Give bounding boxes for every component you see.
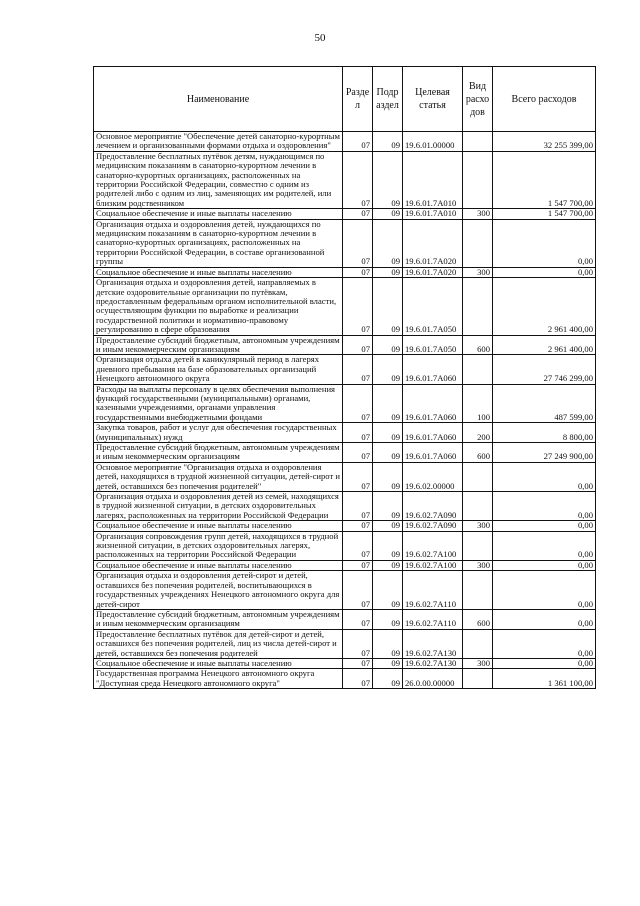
row-total: 27 746 299,00 xyxy=(493,355,596,384)
row-razdel: 07 xyxy=(343,669,373,689)
row-target-article: 19.6.01.7А010 xyxy=(403,151,463,208)
row-expense-type xyxy=(463,571,493,610)
row-total: 1 547 700,00 xyxy=(493,151,596,208)
row-target-article: 19.6.02.7А090 xyxy=(403,492,463,521)
row-total: 0,00 xyxy=(493,609,596,629)
table-row xyxy=(94,443,596,463)
table-row xyxy=(94,669,596,689)
row-total: 0,00 xyxy=(493,492,596,521)
row-podrazdel: 09 xyxy=(373,151,403,208)
row-total: 0,00 xyxy=(493,560,596,570)
row-total: 2 961 400,00 xyxy=(493,335,596,355)
row-razdel: 07 xyxy=(343,658,373,668)
header-target-article: Целевая статья xyxy=(403,67,463,132)
row-name: Предоставление субсидий бюджетным, автономным учреждениям и иным некоммерческим организациям xyxy=(94,609,343,629)
row-target-article: 19.6.02.7А100 xyxy=(403,531,463,560)
row-podrazdel: 09 xyxy=(373,267,403,277)
row-target-article: 26.0.00.00000 xyxy=(403,669,463,689)
row-expense-type xyxy=(463,278,493,335)
row-total: 0,00 xyxy=(493,658,596,668)
row-target-article: 19.6.02.7А100 xyxy=(403,560,463,570)
row-name: Закупка товаров, работ и услуг для обеспечения государственных (муниципальных) нужд xyxy=(94,423,343,443)
row-name: Предоставление субсидий бюджетным, автономным учреждениям и иным некоммерческим организациям xyxy=(94,335,343,355)
budget-table xyxy=(93,66,596,689)
row-name: Социальное обеспечение и иные выплаты населению xyxy=(94,267,343,277)
header-total: Всего расходов xyxy=(493,67,596,132)
row-razdel: 07 xyxy=(343,267,373,277)
row-razdel: 07 xyxy=(343,531,373,560)
table-row xyxy=(94,462,596,491)
row-expense-type xyxy=(463,355,493,384)
row-podrazdel: 09 xyxy=(373,335,403,355)
table-row xyxy=(94,209,596,219)
row-total: 0,00 xyxy=(493,219,596,267)
row-expense-type xyxy=(463,462,493,491)
row-podrazdel: 09 xyxy=(373,462,403,491)
row-target-article: 19.6.01.00000 xyxy=(403,132,463,152)
row-expense-type: 300 xyxy=(463,658,493,668)
row-total: 2 961 400,00 xyxy=(493,278,596,335)
row-expense-type: 200 xyxy=(463,423,493,443)
table-row xyxy=(94,531,596,560)
table-row xyxy=(94,492,596,521)
row-razdel: 07 xyxy=(343,132,373,152)
row-podrazdel: 09 xyxy=(373,629,403,658)
row-name: Организация отдыха и оздоровления детей-сирот и детей, оставшихся без попечения родителей, воспитывающихся в государственных учреждениях Ненецкого автономного округа для детей-сирот xyxy=(94,571,343,610)
row-podrazdel: 09 xyxy=(373,609,403,629)
table-body xyxy=(94,132,596,689)
row-total: 487 599,00 xyxy=(493,384,596,423)
row-expense-type: 300 xyxy=(463,521,493,531)
row-expense-type: 300 xyxy=(463,560,493,570)
table-row xyxy=(94,423,596,443)
row-name: Социальное обеспечение и иные выплаты населению xyxy=(94,560,343,570)
row-expense-type: 300 xyxy=(463,267,493,277)
row-razdel: 07 xyxy=(343,571,373,610)
row-target-article: 19.6.01.7А020 xyxy=(403,267,463,277)
row-expense-type: 600 xyxy=(463,443,493,463)
header-podrazdel: Подр аздел xyxy=(373,67,403,132)
row-expense-type: 100 xyxy=(463,384,493,423)
row-name: Предоставление бесплатных путёвок для детей-сирот и детей, оставшихся без попечения родителей, лиц из числа детей-сирот и детей, оставшихся без попечения родителей xyxy=(94,629,343,658)
row-podrazdel: 09 xyxy=(373,560,403,570)
row-podrazdel: 09 xyxy=(373,209,403,219)
row-total: 0,00 xyxy=(493,267,596,277)
row-name: Предоставление бесплатных путёвок детям, нуждающимся по медицинским показаниям в санаторно-курортном лечении в санаторно-курортных организациях, расположенных на территории Российской Федерации, совместно с одним из родителей либо с одним из лиц, заменяющих им родителей, или близким родственником xyxy=(94,151,343,208)
row-name: Расходы на выплаты персоналу в целях обеспечения выполнения функций государственными (муниципальными) органами, казенными учреждениями, органами управления государственными внебюджетными фондами xyxy=(94,384,343,423)
row-target-article: 19.6.01.7А050 xyxy=(403,278,463,335)
row-razdel: 07 xyxy=(343,609,373,629)
row-expense-type xyxy=(463,151,493,208)
page-number: 50 xyxy=(314,32,326,44)
table-row xyxy=(94,658,596,668)
row-target-article: 19.6.02.7А110 xyxy=(403,571,463,610)
row-podrazdel: 09 xyxy=(373,132,403,152)
row-podrazdel: 09 xyxy=(373,423,403,443)
row-target-article: 19.6.01.7А060 xyxy=(403,384,463,423)
row-total: 0,00 xyxy=(493,531,596,560)
row-podrazdel: 09 xyxy=(373,658,403,668)
row-total: 0,00 xyxy=(493,571,596,610)
row-target-article: 19.6.02.00000 xyxy=(403,462,463,491)
row-name: Социальное обеспечение и иные выплаты населению xyxy=(94,658,343,668)
row-expense-type xyxy=(463,669,493,689)
row-podrazdel: 09 xyxy=(373,278,403,335)
row-razdel: 07 xyxy=(343,384,373,423)
row-razdel: 07 xyxy=(343,462,373,491)
row-total: 32 255 399,00 xyxy=(493,132,596,152)
row-razdel: 07 xyxy=(343,151,373,208)
row-name: Основное мероприятие "Обеспечение детей санаторно-курортным лечением и организованными формами отдыха и оздоровления" xyxy=(94,132,343,152)
row-total: 27 249 900,00 xyxy=(493,443,596,463)
row-podrazdel: 09 xyxy=(373,669,403,689)
table-row xyxy=(94,571,596,610)
row-name: Организация отдыха и оздоровления детей из семей, находящихся в трудной жизненной ситуации, в детских оздоровительных лагерях, расположенных на территории Российской Федерации xyxy=(94,492,343,521)
row-target-article: 19.6.02.7А090 xyxy=(403,521,463,531)
row-total: 8 800,00 xyxy=(493,423,596,443)
row-razdel: 07 xyxy=(343,629,373,658)
table-row xyxy=(94,267,596,277)
header-expense-type: Вид расхо дов xyxy=(463,67,493,132)
row-razdel: 07 xyxy=(343,278,373,335)
row-name: Социальное обеспечение и иные выплаты населению xyxy=(94,209,343,219)
table-row xyxy=(94,629,596,658)
row-expense-type xyxy=(463,132,493,152)
row-target-article: 19.6.01.7А020 xyxy=(403,219,463,267)
row-razdel: 07 xyxy=(343,335,373,355)
row-total: 1 361 100,00 xyxy=(493,669,596,689)
row-target-article: 19.6.01.7А050 xyxy=(403,335,463,355)
row-target-article: 19.6.01.7А060 xyxy=(403,423,463,443)
row-podrazdel: 09 xyxy=(373,443,403,463)
row-expense-type xyxy=(463,492,493,521)
table-row xyxy=(94,132,596,152)
row-podrazdel: 09 xyxy=(373,492,403,521)
table-row xyxy=(94,219,596,267)
header-name: Наименование xyxy=(94,67,343,132)
row-razdel: 07 xyxy=(343,521,373,531)
row-razdel: 07 xyxy=(343,560,373,570)
table-row xyxy=(94,335,596,355)
row-name: Организация отдыха и оздоровления детей, направляемых в детские оздоровительные организации по путёвкам, предоставленным федеральным органом исполнительной власти, осуществляющим функции по выработке и реализации государственной политики и нормативно-правовому регулированию в сфере образования xyxy=(94,278,343,335)
row-razdel: 07 xyxy=(343,423,373,443)
row-name: Организация сопровождения групп детей, находящихся в трудной жизненной ситуации, в детских оздоровительных лагерях, расположенных на территории Российской Федерации xyxy=(94,531,343,560)
row-razdel: 07 xyxy=(343,355,373,384)
row-podrazdel: 09 xyxy=(373,384,403,423)
row-razdel: 07 xyxy=(343,492,373,521)
row-name: Предоставление субсидий бюджетным, автономным учреждениям и иным некоммерческим организациям xyxy=(94,443,343,463)
table-row xyxy=(94,521,596,531)
row-expense-type: 600 xyxy=(463,609,493,629)
row-podrazdel: 09 xyxy=(373,219,403,267)
row-razdel: 07 xyxy=(343,219,373,267)
row-expense-type xyxy=(463,629,493,658)
row-name: Организация отдыха и оздоровления детей, нуждающихся по медицинским показаниям в санаторно-курортном лечении в санаторно-курортных организациях, расположенных на территории Российской Федерации, в составе организованной группы xyxy=(94,219,343,267)
row-name: Социальное обеспечение и иные выплаты населению xyxy=(94,521,343,531)
row-podrazdel: 09 xyxy=(373,571,403,610)
row-target-article: 19.6.01.7А060 xyxy=(403,443,463,463)
row-total: 0,00 xyxy=(493,462,596,491)
header-razdel: Разде л xyxy=(343,67,373,132)
table-row xyxy=(94,151,596,208)
row-total: 1 547 700,00 xyxy=(493,209,596,219)
row-expense-type xyxy=(463,219,493,267)
row-podrazdel: 09 xyxy=(373,355,403,384)
row-razdel: 07 xyxy=(343,209,373,219)
row-target-article: 19.6.02.7А130 xyxy=(403,658,463,668)
row-name: Государственная программа Ненецкого автономного округа "Доступная среда Ненецкого автономного округа" xyxy=(94,669,343,689)
table-header-row xyxy=(94,67,596,132)
row-expense-type xyxy=(463,531,493,560)
row-total: 0,00 xyxy=(493,629,596,658)
row-target-article: 19.6.01.7А060 xyxy=(403,355,463,384)
row-name: Организация отдыха детей в каникулярный период в лагерях дневного пребывания на базе образовательных организаций Ненецкого автономного округа xyxy=(94,355,343,384)
row-target-article: 19.6.02.7А110 xyxy=(403,609,463,629)
row-podrazdel: 09 xyxy=(373,521,403,531)
table-row xyxy=(94,355,596,384)
row-target-article: 19.6.01.7А010 xyxy=(403,209,463,219)
table-row xyxy=(94,609,596,629)
row-expense-type: 300 xyxy=(463,209,493,219)
row-podrazdel: 09 xyxy=(373,531,403,560)
row-razdel: 07 xyxy=(343,443,373,463)
table-row xyxy=(94,384,596,423)
row-total: 0,00 xyxy=(493,521,596,531)
row-target-article: 19.6.02.7А130 xyxy=(403,629,463,658)
row-name: Основное мероприятие "Организация отдыха и оздоровления детей, находящихся в трудной жизненной ситуации, детей-сирот и детей, оставшихся без попечения родителей" xyxy=(94,462,343,491)
table-row xyxy=(94,560,596,570)
row-expense-type: 600 xyxy=(463,335,493,355)
table-row xyxy=(94,278,596,335)
